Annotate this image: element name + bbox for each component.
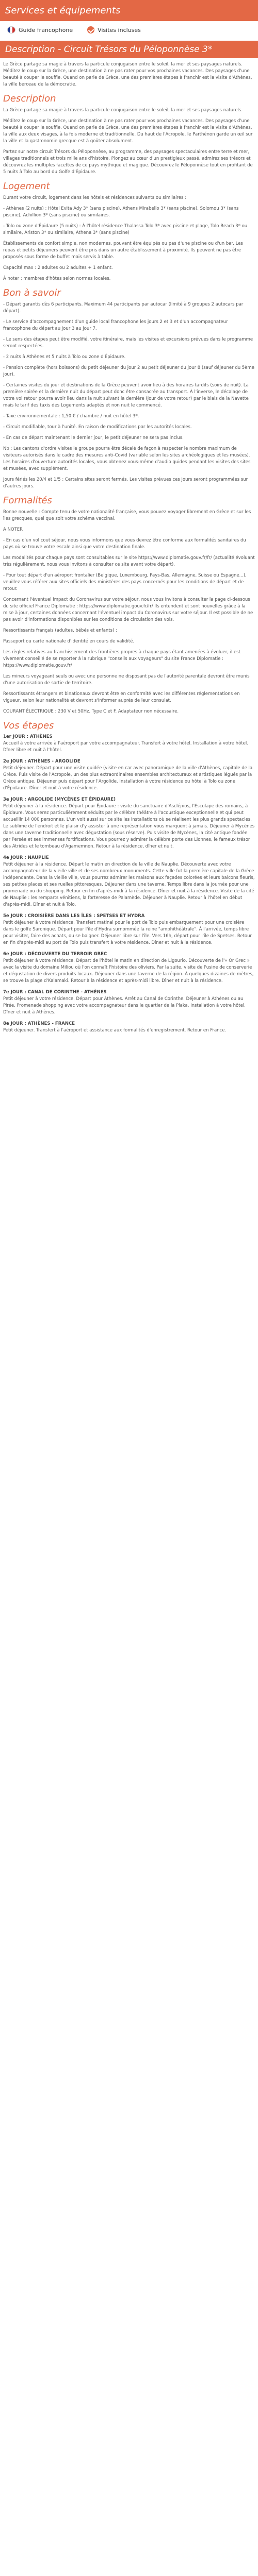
check-circle-icon bbox=[87, 26, 94, 33]
logement-p3: - Tolo ou zone d'Épidaure (5 nuits) : À l'hôtel résidence Thalassa Tolo 3* avec piscine et plage, Tolo Beach 3* ou similaire, Ariston 3* ou similaire, Athena 3* (sans piscine) bbox=[3, 224, 248, 235]
bas-p4: - 2 nuits à Athènes et 5 nuits à Tolo ou zone d'Épidaure. bbox=[3, 354, 126, 360]
logement-p4: Établissements de confort simple, non modernes, pouvant être équipés ou pas d'une piscine ou d'un bar. Les repas et petits déjeuners peuvent être pris dans un autre établissement à proximité. Ils peuvent ne pas être proposés sous forme de buffet mais servis à table. bbox=[3, 241, 243, 260]
day-7-text: Petit déjeuner à votre résidence. Départ pour Athènes. Arrêt au Canal de Corinthe. Déjeuner à Athènes ou au Pirée. Promenade shopping avec votre accompagnateur dans le quartier de la Plaka. Installation à votre hôtel. Dîner et nuit à Athènes. bbox=[3, 996, 246, 1015]
feature-visits-label: Visites incluses bbox=[98, 26, 141, 33]
day-7-title: 7e JOUR : CANAL DE CORINTHE - ATHÈNES bbox=[3, 990, 107, 995]
feature-guide-label: Guide francophone bbox=[19, 26, 73, 33]
bas-p3: - Le sens des étapes peut être modifié, votre itinéraire, mais les visites et excursions prévues dans le programme seront respectées. bbox=[3, 337, 253, 349]
bas-p1: - Départ garantis dès 6 participants. Maximum 44 participants par autocar (limité à 9 groupes 2 autocars par départ). bbox=[3, 302, 244, 314]
day-8 bbox=[3, 1021, 255, 1034]
form-p4: Les modalités pour chaque pays sont consultables sur le site https://www.diplomatie.gouv.fr/fr/ (actualité évoluant très régulièrement, nous vous invitons à consulter ce site avant votre départ). bbox=[3, 555, 255, 567]
day-3-text: Petit déjeuner à la résidence. Départ pour Épidaure : visite du sanctuaire d'Asclépios, l'Esculape des romains, à Épidaure. Vous serez particulièrement séduits par le célèbre théâtre à l'acoustique exceptionnelle et qui peut accueillir 14 000 personnes. L'un voit aussi sur ce site les installations où se réalisent les plus grands spectacles. Le sublime de l'endroit et le plaisir d'y assister à une représentation vous marquent à jamais. Déjeuner à Mycènes dans une taverne traditionnelle avec dégustation (sous réserve). Puis visite de Mycènes, la cité antique fondée par Persée et ses immenses fortifications. Vous pourrez y admirer la célèbre porte des Lionnes, le fameux trésor des Atrides et le tombeau d'Agamemnon. Retour à la résidence, dîner et nuit. bbox=[3, 804, 255, 849]
day-5 bbox=[3, 913, 255, 946]
day-3 bbox=[3, 797, 255, 850]
vos-etapes-heading: Vos étapes bbox=[3, 720, 54, 731]
day-1-text: Accueil à votre arrivée à l'aéroport par votre accompagnateur. Transfert à votre hôtel. Installation à votre hôtel. Dîner libre et nuit à l'hôtel. bbox=[3, 741, 248, 753]
form-p8: Passeport ou carte nationale d'identité en cours de validité. bbox=[3, 639, 135, 644]
flag-icon bbox=[7, 26, 15, 33]
bas-p8: - Circuit modifiable, tour à l'unité. En raison de modifications par les autorités locales. bbox=[3, 425, 192, 430]
form-p5: - Pour tout départ d'un aéroport frontalier (Belgique, Luxembourg, Pays-Bas, Allemagne, Suisse ou Espagne...), veuillez vous référer aux sites officiels des ministères des pays concernés pour les conditions de départ et de retour. bbox=[3, 573, 247, 591]
services-heading-bar bbox=[0, 0, 258, 21]
form-p12: COURANT ÉLECTRIQUE : 230 V et 50Hz. Type C et F. Adaptateur non nécessaire. bbox=[3, 709, 179, 714]
form-p7: Ressortissants français (adultes, bébés et enfants) : bbox=[3, 628, 117, 633]
day-4-title: 4e JOUR : NAUPLIE bbox=[3, 855, 49, 860]
day-2-text: Petit déjeuner. Départ pour une visite guidée (visite en car avec panoramique de la ville d'Athènes, capitale de la Grèce. Puis visite de l'Acropole, un des plus extraordinaires ensembles architecturaux et artistiques légués par la Grèce antique. Déjeuner puis départ pour l'Argolide. Installation à votre résidence ou hôtel à Tolo ou zone d'Épidaure. Dîner et nuit à votre résidence. bbox=[3, 766, 253, 791]
bas-p6: - Certaines visites du jour et destinations de la Grèce peuvent avoir lieu à des horaires tardifs (soirs de nuit). La première soirée et la dernière nuit du départ peut donc être consacrée au transport. À l'inverse, le décalage de votre vol retour pourra avoir lieu dans la nuit suivant la dernière (jour de votre retour) par le biais de la Navette mais le tarif des taxis des Logements adaptés et non nuit le commencé. bbox=[3, 383, 249, 408]
day-6 bbox=[3, 952, 255, 985]
description-heading: Description bbox=[3, 93, 56, 104]
bas-p2: - Le service d'accompagnement d'un guide local francophone les jours 2 et 3 et d'un accompagnateur francophone du départ au jour 3 au jour 7. bbox=[3, 319, 228, 331]
bas-p5: - Pension complète (hors boissons) du petit déjeuner du jour 2 au petit déjeuner du jour 8 (sauf déjeuner du 5ème jour). bbox=[3, 365, 254, 377]
logement-heading: Logement bbox=[3, 181, 50, 192]
form-p6: Concernant l'éventuel impact du Coronavirus sur votre séjour, nous vous invitons à consulter la page ci-dessous du site officiel France Diplomatie : https://www.diplomatie.gouv.fr/fr/ Ils entendent et sont nouvelles grâce à la mise à jour, certaines données concernant l'éventuel impact du Coronavirus sur votre séjour. Il est possible de ne pas avoir d'informations disponibles sur les conditions de circulation des vols. bbox=[3, 597, 253, 622]
day-6-title: 6e JOUR : DÉCOUVERTE DU TERROIR GREC bbox=[3, 952, 107, 957]
form-p9: Les règles relatives au franchissement des frontières propres à chaque pays étant amenées à évoluer, il est vivement conseillé de se reporter à la rubrique "conseils aux voyageurs" du site France Diplomatie : https://www.diplomatie.gouv.fr/ bbox=[3, 650, 241, 668]
day-8-text: Petit déjeuner. Transfert à l'aéroport et assistance aux formalités d'enregistrement. Retour en France. bbox=[3, 1028, 227, 1033]
bon-a-savoir-heading: Bon à savoir bbox=[3, 287, 61, 298]
feature-guide bbox=[7, 26, 73, 33]
logement-p1: Durant votre circuit, logement dans les hôtels et résidences suivants ou similaires : bbox=[3, 195, 187, 200]
day-2-title: 2e JOUR : ATHÈNES - ARGOLIDE bbox=[3, 759, 80, 764]
day-1-title: 1er JOUR : ATHÈNES bbox=[3, 734, 53, 739]
logement-p2: - Athènes (2 nuits) : Hôtel Evita Ady 3* (sans piscine), Athens Mirabello 3* (sans piscine), Solomou 3* (sans piscine), Achillion 3* (sans piscine) ou similaires. bbox=[3, 206, 239, 218]
form-p11: Ressortissants étrangers et binationaux devront être en conformité avec les différentes réglementations en vigueur, selon leur nationalité et devront s'informer auprès de leur consulat. bbox=[3, 691, 240, 703]
day-6-text: Petit déjeuner à votre résidence. Départ de l'hôtel le matin en direction de Ligourio. Découverte de l'« Or Grec » avec la visite du domaine Miliou où l'on connaît l'histoire des oliviers. Par la suite, visite de l'usine de conserverie et dégustation de divers produits locaux. Déjeuner dans une taverne de la région. À quelques dizaines de mètres, se trouve la plage d'Kalamaki. Retour à la résidence et après-midi libre. Dîner et nuit à la résidence. bbox=[3, 958, 254, 984]
services-title: Services et équipements bbox=[5, 5, 121, 16]
description-heading-bar bbox=[0, 41, 258, 58]
day-8-title: 8e JOUR : ATHÈNES - FRANCE bbox=[3, 1021, 75, 1026]
day-1 bbox=[3, 734, 255, 754]
form-p1: Bonne nouvelle : Compte tenu de votre nationalité française, vous pouvez voyager librement en Grèce et sur les îles grecques, quel que soit votre schéma vaccinal. bbox=[3, 510, 251, 521]
logement-p6: À noter : membres d'hôtes selon normes locales. bbox=[3, 276, 111, 281]
day-5-text: Petit déjeuner à votre résidence. Transfert matinal pour le port de Tolo puis embarquement pour une croisière dans le golfe Saronique. Départ pour l'île d'Hydra surnommée la reine "amphithéâtrale". À l'arrivée, temps libre pour visiter, faire des achats, ou se baigner. Déjeuner libre sur l'île. Vers 16h, départ pour l'île de Spetses. Retour en fin d'après-midi au port de Tolo puis transfert à votre résidence. Dîner et nuit à la résidence. bbox=[3, 920, 252, 945]
day-5-title: 5e JOUR : CROISIÈRE DANS LES ÎLES : SPETSES ET HYDRA bbox=[3, 913, 145, 919]
content bbox=[0, 61, 258, 1034]
form-p3: - En cas d'un vol cout séjour, nous vous informons que vous devrez être conforme aux formalités sanitaires du pays où se trouve votre escale ainsi que votre destination finale. bbox=[3, 538, 246, 550]
intro-paragraph: Le Grèce partage sa magie à travers la particule conjugaison entre le soleil, la mer et ses paysages naturels. Méditez le coup sur la Grèce, une destination à ne pas rater pour vos prochaines vacances. Des paysages d'une beauté à couper le souffle. Quand on parle de Grèce, une des premières étapes à franchir est la visite d'Athènes, la ville berceau de la démocratie. bbox=[3, 62, 252, 87]
bas-p7: - Taxe environnementale : 1,50 € / chambre / nuit en hôtel 3*. bbox=[3, 414, 139, 419]
description-p3: Partez sur notre circuit Trésors du Péloponnèse, au programme, des paysages spectaculaires entre terre et mer, villages traditionnels et trois mille ans d'histoire. Plongez au cœur d'un prestigieux passé, admirez ses trésors et découvrez les multiples facettes de ce pays mythique et magique. Découvrez le Péloponnèse tout en profitant de 5 nuits à Tolo au bord du Golfe d'Épidaure. bbox=[3, 149, 253, 175]
bas-p10: Nb : Les cantons d'ordre visites le groupe pourra être décalé de façon à respecter le nombre maximum de visiteurs autorisés dans le cadre des mesures anti-Covid (variable selon les sites archéologiques et les musées). Les horaires d'ouverture autorités locales, vous obtenez vous-même d'audio guides pendant les visites des sites et musées, avec supplément. bbox=[3, 446, 251, 471]
description-p2: Méditez le coup sur la Grèce, une destination à ne pas rater pour vos prochaines vacances. Des paysages d'une beauté à couper le souffle. Quand on parle de Grèce, une des premières étapes à franchir est la visite d'Athènes, la ville aux deux visages, à la fois moderne et traditionnelle. Du haut de l'Acropole, le Parthénon garde un œil sur la ville et la gastronomie grecque est à goûter absolument. bbox=[3, 118, 253, 144]
bas-p11: Jours fériés les 20/4 et 1/5 : Certains sites seront fermés. Les visites prévues ces jours seront programmées sur d'autres jours. bbox=[3, 477, 248, 489]
day-4-text: Petit déjeuner à la résidence. Départ le matin en direction de la ville de Nauplie. Découverte avec votre accompagnateur de la vieille ville et de ses nombreux monuments. Cette ville fut la première capitale de la Grèce indépendante. Dans la vieille ville, vous pourrez admirer les maisons aux façades colorées et leurs balcons fleuris, ses petites places et ses ruelles pittoresques. Déjeuner dans une taverne. Temps libre dans la journée pour une promenade ou du shopping. Retour en fin d'après-midi à la résidence. Dîner et nuit à la résidence. Visite de la cité de Nauplie : les remparts vénitiens, la forteresse de Palamède. Déjeuner à Nauplie. Retour à l'hôtel en début d'après-midi. Dîner et nuit à Tolo. bbox=[3, 862, 255, 907]
day-3-title: 3e JOUR : ARGOLIDE (MYCÈNES ET ÉPIDAURE) bbox=[3, 797, 116, 802]
day-2 bbox=[3, 759, 255, 792]
description-title: Description - Circuit Trésors du Péloponnèse 3* bbox=[5, 44, 213, 55]
feature-visits bbox=[87, 26, 141, 33]
page bbox=[0, 0, 258, 1046]
description-p1: La Grèce partage sa magie à travers la particule conjugaison entre le soleil, la mer et ses paysages naturels. bbox=[3, 108, 243, 113]
formalites-heading: Formalités bbox=[3, 495, 52, 506]
bas-p9: - En cas de départ maintenant le dernier jour, le petit déjeuner ne sera pas inclus. bbox=[3, 435, 184, 440]
form-p2: A NOTER bbox=[3, 527, 23, 532]
features-row bbox=[0, 24, 258, 37]
day-4 bbox=[3, 855, 255, 908]
day-7 bbox=[3, 990, 255, 1016]
form-p10: Les mineurs voyageant seuls ou avec une personne ne disposant pas de l'autorité parentale devront être munis d'une autorisation de sortie de territoire. bbox=[3, 674, 250, 686]
logement-p5: Capacité max : 2 adultes ou 2 adultes + 1 enfant. bbox=[3, 265, 113, 270]
